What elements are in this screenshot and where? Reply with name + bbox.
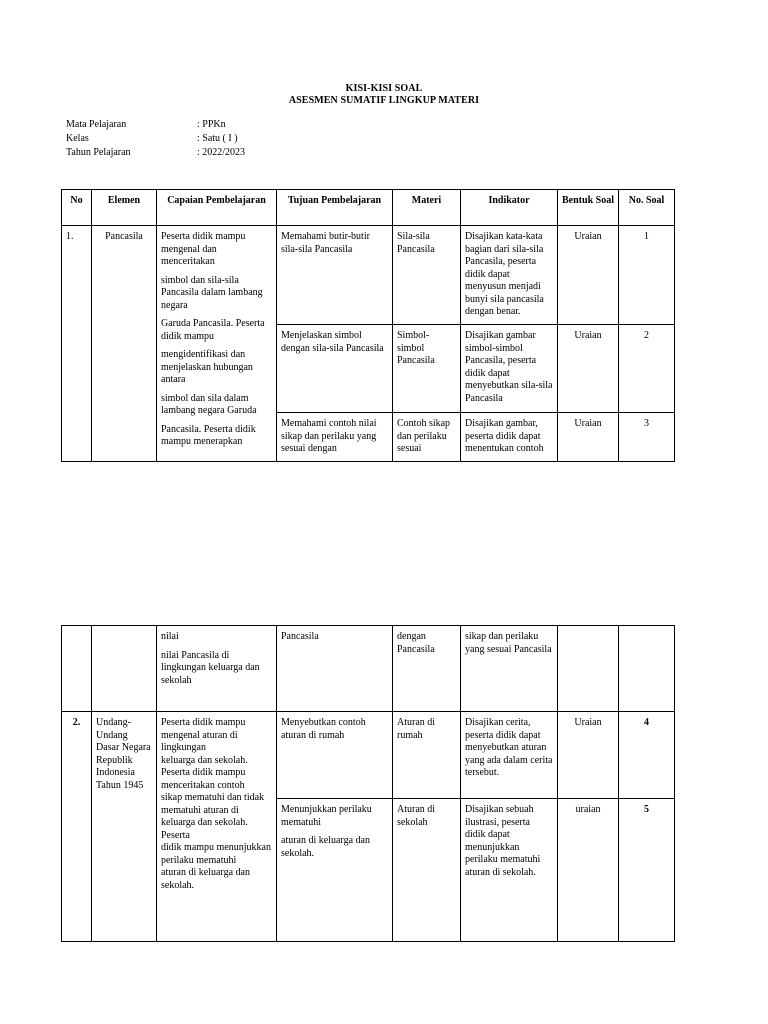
cell-indikator: Disajikan sebuah ilustrasi, peserta didik dapat menunjukkan perilaku mematuhi aturan di sekolah. [461, 799, 558, 942]
cell-bentuk: Uraian [558, 712, 619, 799]
column-header-materi: Materi [393, 190, 461, 226]
capaian-line: didik mampu menunjukkan perilaku mematuhi [161, 842, 271, 866]
meta-label: Tahun Pelajaran [66, 147, 131, 158]
cell-capaian [157, 712, 277, 942]
cell-nosoal: 5 [619, 799, 675, 942]
cell-materi: Contoh sikap dan perilaku sesuai [393, 413, 461, 462]
meta-row-year [66, 147, 366, 161]
capaian-line: Pancasila. Peserta didik mampu menerapkan [161, 423, 256, 447]
cell-tujuan [277, 712, 393, 799]
cell-tujuan: Menjelaskan simbol dengan sila-sila Pancasila [277, 325, 393, 413]
cell-elemen: Pancasila [92, 226, 157, 462]
capaian-line: nilai Pancasila di lingkungan keluarga dan sekolah [161, 649, 260, 686]
cell-nosoal: 3 [619, 413, 675, 462]
capaian-line: mematuhi aturan di keluarga dan sekolah. Peserta [161, 804, 248, 841]
grid-table-1 [61, 189, 675, 462]
capaian-line: Peserta didik mampu mengenal dan menceritakan [161, 231, 246, 267]
capaian-line: aturan di keluarga dan sekolah. [161, 867, 250, 891]
meta-label: Mata Pelajaran [66, 119, 127, 130]
grid-table-2 [61, 625, 675, 942]
cell-materi: Aturan di sekolah [393, 799, 461, 942]
tujuan-line: Menunjukkan perilaku mematuhi [281, 804, 372, 828]
column-header-tujuan: Tujuan Pembelajaran [277, 190, 393, 226]
cell-bentuk: Uraian [558, 226, 619, 325]
cell-tujuan: Pancasila [277, 626, 393, 712]
capaian-line: simbol dan sila-sila Pancasila dalam lambang negara [161, 274, 263, 311]
document-subtitle: ASESMEN SUMATIF LINGKUP MATERI [288, 95, 480, 106]
cell-bentuk: Uraian [558, 413, 619, 462]
cell-materi: Sila-sila Pancasila [393, 226, 461, 325]
cell-no: 1. [62, 226, 92, 462]
cell-nosoal: 1 [619, 226, 675, 325]
cell-no [62, 626, 92, 712]
cell-indikator: Disajikan gambar, peserta didik dapat menentukan contoh [461, 413, 558, 462]
cell-materi: dengan Pancasila [393, 626, 461, 712]
capaian-line: Garuda Pancasila. Peserta didik mampu [161, 318, 265, 342]
cell-bentuk: uraian [558, 799, 619, 942]
cell-capaian [157, 626, 277, 712]
capaian-line: mengidentifikasi dan menjelaskan hubungan antara [161, 349, 253, 385]
tujuan-line: Menyebutkan contoh aturan di rumah [281, 717, 366, 741]
capaian-line: simbol dan sila dalam lambang negara Garuda [161, 392, 257, 416]
column-header-indikator: Indikator [461, 190, 558, 226]
meta-value: : 2022/2023 [197, 147, 246, 158]
cell-nosoal: 4 [619, 712, 675, 799]
cell-indikator: Disajikan kata-kata bagian dari sila-sila Pancasila, peserta didik dapat menyusun menjadi bunyi sila pancasila dengan benar. [461, 226, 558, 325]
cell-tujuan [277, 799, 393, 942]
cell-no: 2. [62, 712, 92, 942]
document-title: KISI-KISI SOAL [345, 83, 423, 94]
meta-label: Kelas [66, 133, 89, 144]
table-row [62, 226, 675, 325]
cell-nosoal: 2 [619, 325, 675, 413]
capaian-line: sikap mematuhi dan tidak [161, 792, 265, 803]
table-header-row [62, 190, 675, 226]
meta-value: : PPKn [197, 119, 226, 130]
meta-row-subject [66, 119, 366, 133]
capaian-line: keluarga dan sekolah. Peserta didik mampu menceritakan contoh [161, 754, 248, 791]
cell-materi: Simbol-simbol Pancasila [393, 325, 461, 413]
capaian-line: Peserta didik mampu mengenal aturan di lingkungan [161, 717, 246, 753]
cell-capaian [157, 226, 277, 462]
cell-bentuk: Uraian [558, 325, 619, 413]
meta-info [66, 119, 366, 161]
table-row [62, 712, 675, 799]
meta-row-class [66, 133, 366, 147]
column-header-nosoal: No. Soal [619, 190, 675, 226]
table-row-continued [62, 626, 675, 712]
cell-elemen [92, 626, 157, 712]
cell-materi: Aturan di rumah [393, 712, 461, 799]
column-header-capaian: Capaian Pembelajaran [157, 190, 277, 226]
cell-tujuan: Memahami butir-butir sila-sila Pancasila [277, 226, 393, 325]
capaian-line: nilai [161, 631, 179, 642]
column-header-no: No [62, 190, 92, 226]
cell-elemen: Undang-Undang Dasar Negara Republik Indonesia Tahun 1945 [92, 712, 157, 942]
cell-tujuan: Memahami contoh nilai sikap dan perilaku yang sesuai dengan [277, 413, 393, 462]
cell-indikator: Disajikan cerita, peserta didik dapat menyebutkan aturan yang ada dalam cerita tersebut. [461, 712, 558, 799]
column-header-bentuk: Bentuk Soal [558, 190, 619, 226]
cell-indikator: sikap dan perilaku yang sesuai Pancasila [461, 626, 558, 712]
cell-indikator: Disajikan gambar simbol-simbol Pancasila, peserta didik dapat menyebutkan sila-sila Pancasila [461, 325, 558, 413]
cell-bentuk [558, 626, 619, 712]
cell-nosoal [619, 626, 675, 712]
column-header-elemen: Elemen [92, 190, 157, 226]
meta-value: : Satu ( I ) [197, 133, 238, 144]
tujuan-line: aturan di keluarga dan sekolah. [281, 835, 370, 859]
